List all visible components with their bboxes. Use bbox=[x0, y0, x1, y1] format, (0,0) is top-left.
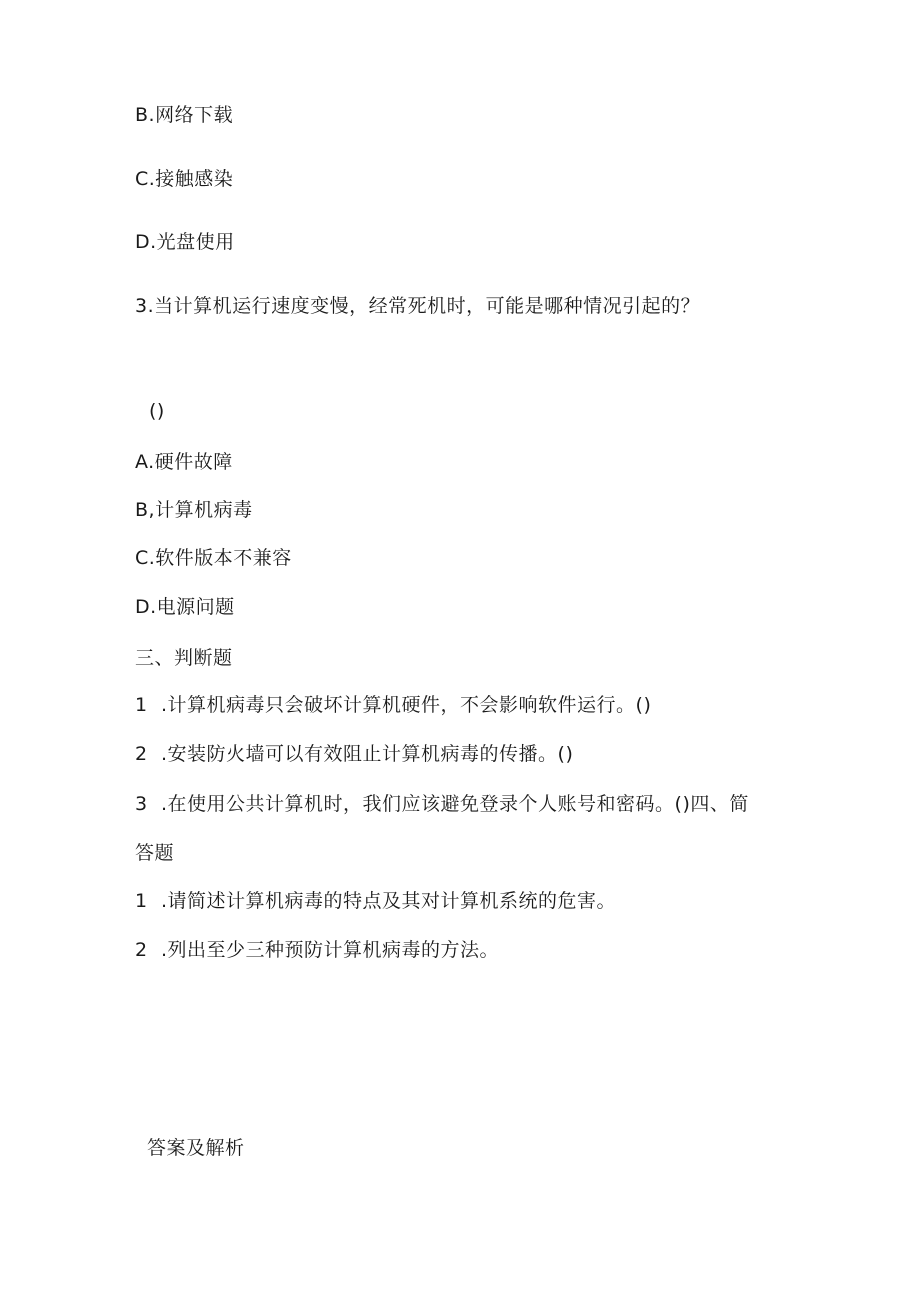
tf-item-3 bbox=[135, 792, 749, 816]
q3-stem: 3.当计算机运行速度变慢，经常死机时，可能是哪种情况引起的？ bbox=[135, 295, 701, 317]
tf-item-2 bbox=[135, 742, 573, 766]
q3-option-b: B,计算机病毒 bbox=[135, 499, 253, 521]
tf-item-1 bbox=[135, 693, 651, 717]
q3-option-c: C.软件版本不兼容 bbox=[135, 547, 292, 569]
sa-item-1-number: 1 bbox=[135, 890, 148, 912]
tf-item-1-text: .计算机病毒只会破坏计算机硬件，不会影响软件运行。() bbox=[161, 694, 652, 716]
q2-option-d: D.光盘使用 bbox=[135, 231, 235, 253]
answer-heading: 答案及解析 bbox=[147, 1137, 245, 1159]
sa-item-2-text: .列出至少三种预防计算机病毒的方法。 bbox=[161, 939, 500, 961]
tf-item-2-text: .安装防火墙可以有效阻止计算机病毒的传播。() bbox=[161, 743, 574, 765]
sa-item-1 bbox=[135, 889, 616, 913]
q3-answer-blank: () bbox=[149, 400, 165, 422]
q2-option-c: C.接触感染 bbox=[135, 168, 234, 190]
q2-option-b: B.网络下载 bbox=[135, 104, 234, 126]
sa-item-2 bbox=[135, 938, 499, 962]
q3-option-d: D.电源问题 bbox=[135, 596, 235, 618]
tf-item-3-number: 3 bbox=[135, 793, 148, 815]
section-heading-short-answer-wrap: 答题 bbox=[135, 842, 175, 864]
q3-option-a: A.硬件故障 bbox=[135, 451, 233, 473]
section-heading-true-false: 三、判断题 bbox=[135, 647, 233, 669]
tf-item-3-text: .在使用公共计算机时，我们应该避免登录个人账号和密码。()四、简 bbox=[161, 793, 749, 815]
tf-item-1-number: 1 bbox=[135, 694, 148, 716]
sa-item-1-text: .请简述计算机病毒的特点及其对计算机系统的危害。 bbox=[161, 890, 617, 912]
tf-item-2-number: 2 bbox=[135, 743, 148, 765]
sa-item-2-number: 2 bbox=[135, 939, 148, 961]
